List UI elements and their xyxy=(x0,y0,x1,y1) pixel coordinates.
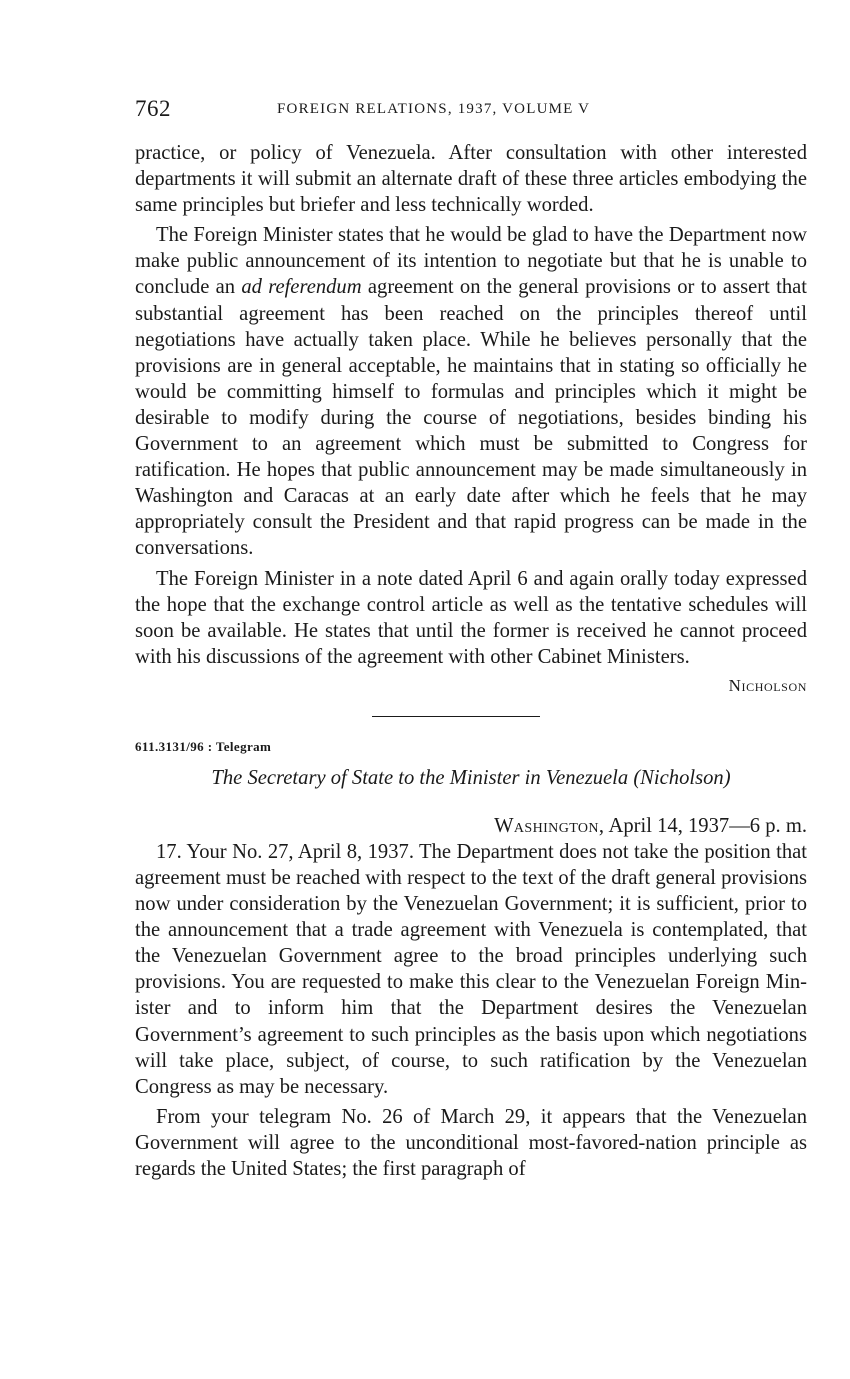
signature-nicholson: Nicholson xyxy=(728,675,807,695)
paragraph-telegram-26-reference: From your telegram No. 26 of March 29, it appears that the Venezuelan Government will agree to the unconditional most-favored-nation principle as regards the United States; the first paragraph of xyxy=(135,1105,807,1180)
running-title: FOREIGN RELATIONS, 1937, VOLUME V xyxy=(277,101,591,117)
document-heading-title: The Secretary of State to the Minister in Venezuela xyxy=(211,766,629,789)
paragraph-telegram-17: 17. Your No. 27, April 8, 1937. The Department does not take the position that agreement must be reached with respect to the text of the draft general provisions now under consideration by the Venezuelan Government; it is sufficient, prior to the announcement that a trade agreement with Venezuela is contemplated, that the Venezuelan Government agree to the broad principles underlying such provisions. You are requested to make this clear to the Venezuelan Foreign Minister and to inform him that the Department desires the Venezuelan Government’s agreement to such principles as the basis upon which negotiations will take place, subject, of course, to such ratification by the Venezuelan Congress as may be necessary. xyxy=(135,840,807,1098)
document-heading xyxy=(135,765,807,791)
file-reference: 611.3131/96 : Telegram xyxy=(135,738,272,754)
document-heading-recipient: (Nicholson) xyxy=(633,766,731,789)
dateline-date: April 14, 1937—6 p. m. xyxy=(604,814,807,837)
section-divider xyxy=(372,716,540,717)
paragraph-foreign-minister-statement xyxy=(135,222,807,561)
running-head xyxy=(135,96,807,126)
paragraph-text-end: agreement on the general provisions or to assert that substantial agreement has been reached on the principles thereof until negotiations have actually taken place. While he believes personally that the provisions are in general acceptable, he maintains that in stating so officially he would be committing himself to formulas and principles which it might be desirable to modify during the course of negotiations, besides binding his Government to an agreement which must be submitted to Congress for ratification. He hopes that public announcement may be made simultaneously in Washington and Caracas at an early date after which he feels that he may appropriately consult the President and that rapid progress can be made in the conversations. xyxy=(135,276,807,560)
dateline xyxy=(135,813,807,839)
paragraph-continuation: practice, or policy of Venezuela. After consultation with other interested departments it will submit an alternate draft of these three articles embodying the same principles but briefer and less technically worded. xyxy=(135,142,807,217)
paragraph-text-start: The Foreign Minister states that he would be glad to have the Department now make public announcement of its intention to negotiate but that he is unable to conclude an xyxy=(135,224,807,299)
paragraph-exchange-control: The Foreign Minister in a note dated April 6 and again orally today expressed the hope that the exchange control article as well as the tentative schedules will soon be available. He states that until the former is received he cannot proceed with his discussions of the agreement with other Cabinet Ministers. xyxy=(135,567,807,668)
page-number: 762 xyxy=(135,96,171,121)
dateline-place: Washington, xyxy=(494,814,605,837)
ad-referendum-term: ad referendum xyxy=(241,276,362,299)
document-page xyxy=(135,96,807,1182)
